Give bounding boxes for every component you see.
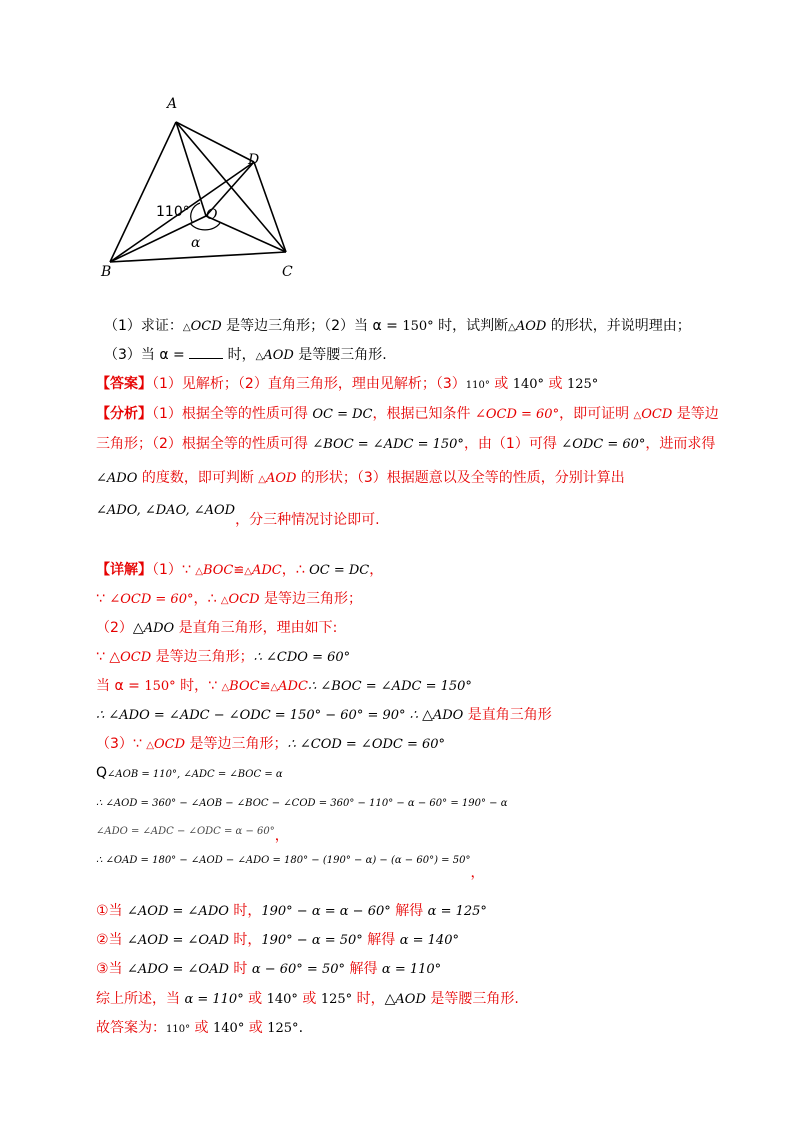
- detail-line-1: [96, 560, 383, 582]
- triangle-symbol: △: [132, 620, 144, 636]
- text: 的度数，即可判断: [137, 470, 259, 486]
- math: α = 110°: [381, 962, 442, 977]
- math: ∠AOD = ∠ADO: [127, 904, 229, 919]
- text: ∵: [96, 591, 110, 607]
- analysis-line-4: [96, 503, 380, 531]
- detail-line-6: [96, 705, 552, 726]
- math: ADC: [278, 679, 308, 694]
- detail-line-10: [96, 820, 289, 842]
- math: ∴ ∠BOC = ∠ADC = 150°: [307, 679, 472, 694]
- math: 190° − α = α − 60°: [261, 904, 391, 919]
- math: α − 60° = 50°: [251, 962, 345, 977]
- math: AOD: [515, 319, 547, 334]
- math: ∴ ∠CDO = 60°: [253, 650, 351, 665]
- text: （1）∵: [152, 562, 196, 578]
- text: 故答案为：: [96, 1020, 166, 1036]
- detail-line-7: [96, 734, 445, 756]
- math: OCD: [641, 407, 673, 422]
- triangle-symbol: △: [109, 649, 121, 665]
- text: ，: [274, 828, 289, 844]
- text: （3）∵: [96, 736, 147, 752]
- text: （1）见解析；（2）直角三角形，理由见解析；（3）: [152, 376, 466, 392]
- text: ③当: [96, 961, 128, 977]
- figure-label-o: O: [206, 207, 218, 223]
- math: OC = DC: [312, 407, 373, 422]
- text: 或: [243, 991, 267, 1007]
- math: ∠BOC = ∠ADC = 150°: [312, 437, 464, 452]
- text: ，∴: [193, 591, 221, 607]
- text: 解得: [362, 932, 400, 948]
- geometry-figure: [96, 92, 306, 284]
- math: AOD: [263, 348, 294, 363]
- triangle-symbol: △: [195, 566, 203, 577]
- math: 190° − α = 50°: [261, 933, 363, 948]
- analysis-tag: 【分析】: [96, 406, 152, 422]
- case-line-2: [96, 930, 459, 951]
- text: 或: [244, 1020, 268, 1036]
- text: ，: [470, 865, 485, 881]
- math: ∴ ∠OAD = 180° − ∠AOD − ∠ADO = 180° − (190° − α) − (α − 60°) = 50°: [96, 855, 471, 866]
- text: ①当: [96, 903, 128, 919]
- triangle-symbol: △: [258, 474, 266, 485]
- text: （3）当 α =: [104, 347, 190, 363]
- text: 是等边: [672, 406, 719, 422]
- math: AOD: [265, 471, 297, 486]
- analysis-line-1: [96, 404, 719, 426]
- math: 140°: [266, 992, 298, 1007]
- math: ∠OCD = 60°: [474, 407, 560, 422]
- final-answer-line: [96, 1018, 303, 1040]
- text: 时，: [228, 903, 262, 919]
- text: 的形状；（3）根据题意以及全等的性质，分别计算出: [296, 470, 625, 486]
- figure-label-angle: 110°: [156, 204, 190, 220]
- math: OCD: [190, 319, 222, 334]
- segment-co: [206, 216, 286, 252]
- math: ∠ADO, ∠DAO, ∠AOD: [96, 503, 236, 518]
- congruent-symbol: ≌: [233, 563, 245, 578]
- math: 110°: [465, 380, 490, 391]
- text: .: [298, 1020, 304, 1036]
- triangle-symbol: △: [146, 740, 154, 751]
- math: α = 125°: [427, 904, 487, 919]
- text: ，分三种情况讨论即可.: [235, 512, 380, 528]
- text: 时，: [228, 932, 262, 948]
- text: ②当: [96, 932, 128, 948]
- detail-line-11: [96, 849, 485, 881]
- text: 或: [190, 1020, 213, 1036]
- text: 时: [228, 961, 252, 977]
- analysis-line-3: [96, 468, 625, 490]
- case-line-1: [96, 901, 487, 922]
- math: ADC: [251, 563, 282, 578]
- text: 三角形；（2）根据全等的性质可得: [96, 436, 313, 452]
- detail-line-5: [96, 676, 472, 698]
- math: α = 140°: [399, 933, 459, 948]
- segment-ad: [176, 122, 254, 162]
- text: Q: [96, 765, 108, 781]
- math: OCD: [153, 737, 185, 752]
- answer-line: [96, 374, 598, 396]
- math: α = 110°: [184, 992, 244, 1007]
- math: 140°: [512, 377, 545, 392]
- text: ，由（1）可得: [463, 436, 562, 452]
- answer-blank: [189, 345, 223, 359]
- segment-ao: [176, 122, 206, 216]
- triangle-symbol: △: [422, 707, 433, 723]
- text: 的形状，并说明理由；: [546, 318, 691, 334]
- math: OC = DC: [309, 563, 370, 578]
- text: 是等边三角形；: [151, 649, 254, 665]
- text: ，根据已知条件: [372, 406, 475, 422]
- text: 或: [544, 376, 567, 392]
- detail-line-4: [96, 647, 350, 668]
- math: ∠OCD = 60°: [109, 592, 194, 607]
- math: ADO: [143, 621, 175, 636]
- text: ，进而求得: [645, 436, 716, 452]
- math: 150°: [144, 679, 176, 694]
- text: 解得: [390, 903, 428, 919]
- text: （1）根据全等的性质可得: [152, 406, 313, 422]
- text: 是等边三角形；: [259, 591, 363, 607]
- math: BOC: [229, 679, 260, 694]
- math: OCD: [120, 650, 152, 665]
- math: AOD: [395, 992, 426, 1007]
- math: ADO: [432, 708, 464, 723]
- text: ，∴: [281, 562, 310, 578]
- detail-line-2: [96, 589, 362, 611]
- segment-bc: [110, 252, 286, 262]
- math: ∠ADO = ∠OAD: [127, 962, 229, 977]
- triangle-symbol: △: [244, 566, 252, 577]
- text: 或: [489, 376, 513, 392]
- figure-label-b: B: [101, 264, 112, 280]
- math: OCD: [228, 592, 260, 607]
- math: 140°: [213, 1021, 245, 1036]
- math: ∴ ∠AOD = 360° − ∠AOB − ∠BOC − ∠COD = 360° − 110° − α − 60° = 190° − α: [96, 798, 508, 809]
- text: 是等边三角形；（2）当 α =: [221, 318, 403, 334]
- figure-label-c: C: [282, 264, 293, 280]
- math: 125°: [320, 992, 353, 1007]
- text: ∵: [96, 649, 110, 665]
- question-line-1: [104, 316, 691, 338]
- text: 时，∵: [175, 678, 222, 694]
- triangle-symbol: △: [221, 682, 230, 693]
- figure-label-d: D: [248, 152, 260, 168]
- text: 是等边三角形；: [185, 736, 288, 752]
- text: ，: [369, 562, 384, 578]
- text: 是直角三角形，理由如下:: [174, 620, 338, 636]
- question-line-2: [104, 345, 387, 367]
- math: ∠ADO: [96, 471, 138, 486]
- text: （2）: [96, 620, 133, 636]
- text: 时，试判断: [433, 318, 509, 334]
- segment-ab: [110, 122, 176, 262]
- triangle-symbol: △: [633, 410, 642, 421]
- angle-arc-alpha: [190, 223, 220, 230]
- summary-line: [96, 989, 519, 1010]
- math: 150°: [402, 319, 434, 334]
- detail-line-8: [96, 763, 283, 785]
- triangle-symbol: △: [508, 322, 516, 333]
- text: 综上所述，当: [96, 991, 185, 1007]
- math: ∴ ∠COD = ∠ODC = 60°: [287, 737, 446, 752]
- detail-line-9: [96, 792, 507, 814]
- text: 时，: [352, 991, 385, 1007]
- text: 是直角三角形: [463, 707, 552, 723]
- answer-tag: 【答案】: [96, 376, 152, 392]
- detail-line-3: [96, 618, 337, 639]
- math: 110°: [166, 1024, 191, 1035]
- text: 解得: [345, 961, 382, 977]
- math: ∠AOD = ∠OAD: [127, 933, 229, 948]
- text: 当 α =: [96, 678, 145, 694]
- triangle-symbol: △: [270, 682, 279, 693]
- figure-label-alpha: α: [191, 235, 201, 251]
- congruent-symbol: ≌: [259, 679, 271, 694]
- math: 125°: [566, 377, 599, 392]
- text: 或: [297, 991, 321, 1007]
- text: 是等腰三角形.: [293, 347, 387, 363]
- triangle-symbol: △: [384, 991, 396, 1007]
- case-line-3: [96, 959, 441, 980]
- text: 是等腰三角形.: [425, 991, 519, 1007]
- segment-dc: [254, 162, 286, 252]
- detail-tag: 【详解】: [96, 562, 152, 578]
- math: 125°: [267, 1021, 299, 1036]
- analysis-line-2: [96, 434, 715, 455]
- math: ∠ADO = ∠ADC − ∠ODC = α − 60°: [96, 826, 275, 837]
- triangle-symbol: △: [220, 595, 229, 606]
- math: ∠ODC = 60°: [561, 437, 646, 452]
- text: ，即可证明: [559, 406, 634, 422]
- math: ∴ ∠ADO = ∠ADC − ∠ODC = 150° − 60° = 90° ∴: [96, 708, 423, 723]
- triangle-symbol: △: [182, 322, 191, 333]
- figure-label-a: A: [167, 96, 178, 112]
- math: BOC: [202, 563, 234, 578]
- triangle-symbol: △: [255, 351, 264, 362]
- math: , ∠ADC = ∠BOC = α: [177, 769, 283, 780]
- text: 时，: [223, 347, 256, 363]
- math: ∠AOB = 110°: [107, 769, 178, 780]
- text: （1）求证：: [104, 318, 183, 334]
